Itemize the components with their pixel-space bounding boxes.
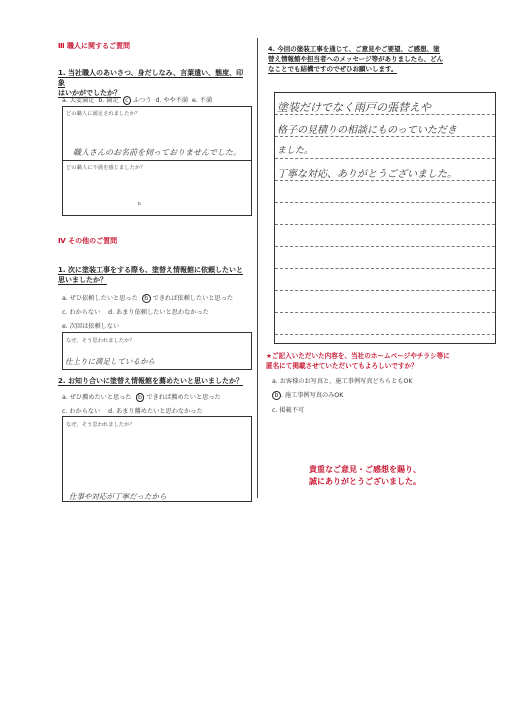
s4-q1-title <box>58 265 253 285</box>
publication-option-b-row <box>272 390 343 400</box>
s4-q1-option-b[interactable]: できれば依頼したいと思った <box>152 295 234 302</box>
s4-q2-option-b-circled[interactable]: b <box>136 393 145 402</box>
s3-q1-option-c[interactable]: ふつう <box>132 97 152 104</box>
publication-option-a-row <box>272 376 412 385</box>
s4-q1-title-line2: 思いましたか？ <box>58 276 107 284</box>
publication-question-line2: 匿名にて掲載させていただいてもよろしいですか？ <box>266 362 418 370</box>
publication-option-c-row <box>272 405 304 414</box>
s3-q1-satisfied-label: どの職人に満足されましたか？ <box>66 111 141 117</box>
s4-q1-options-row2 <box>62 307 209 316</box>
q4-rule <box>275 180 495 181</box>
s4-q1-option-c[interactable]: c. わからない <box>62 309 101 316</box>
publication-question <box>266 351 501 371</box>
q4-rule <box>275 268 495 269</box>
thank-you-line2: 誠にありがとうございました。 <box>309 477 421 486</box>
q4-rule <box>275 224 495 225</box>
s4-q2-options-row2 <box>62 406 203 415</box>
s3-q1-stray-mark: b <box>138 202 141 207</box>
q4-title-line1: 4. 今回の塗装工事を通じて、ご意見やご要望、ご感想、塗 <box>268 45 440 53</box>
s3-q1-title-line2: はいかがでしたか？ <box>58 89 121 97</box>
thank-you-line1: 貴重なご意見・ご感想を賜り、 <box>309 465 421 474</box>
publication-option-a[interactable]: a. お客様のお写真と、施工事例写真どちらともOK <box>272 378 413 385</box>
s4-q1-option-a[interactable]: a. ぜひ依頼したいと思った <box>62 295 138 302</box>
s4-q1-option-e[interactable]: e. 次回は依頼しない <box>62 323 120 330</box>
s4-q1-reason-label: なぜ、そう思われましたか？ <box>66 338 135 344</box>
s4-q2-title <box>58 376 253 386</box>
s4-q2-option-b[interactable]: できれば薦めたいと思った <box>146 394 221 401</box>
q4-answer-box[interactable] <box>274 92 496 344</box>
column-divider <box>257 38 258 498</box>
s3-q1-options <box>62 95 212 105</box>
publication-option-b[interactable]: . 施工事例写真のみOK <box>280 392 344 399</box>
s3-q1-box-separator <box>63 160 251 161</box>
s3-q1-title <box>58 68 248 98</box>
s4-q1-options-row3 <box>62 321 119 330</box>
s3-q1-option-e[interactable]: e. 不満 <box>192 97 213 104</box>
s4-q2-reason-answer: 仕事や対応が丁寧だったから <box>69 492 167 501</box>
q4-answer-line-2: 格子の見積りの相談にものっていただき <box>277 125 457 136</box>
publication-option-c[interactable]: c. 掲載不可 <box>272 407 305 414</box>
section-4-heading: Ⅳ その他のご質問 <box>58 237 118 245</box>
section-3-heading: Ⅲ 職人に関するご質問 <box>58 42 131 50</box>
q4-title-line2: 替え情報館や担当者へのメッセージ等がありましたら、どん <box>268 55 444 63</box>
q4-rule <box>275 246 495 247</box>
s4-q1-option-b-circled[interactable]: b <box>142 294 151 303</box>
q4-rule <box>275 312 495 313</box>
s4-q2-reason-label: なぜ、そう思われましたか？ <box>66 422 135 428</box>
thank-you-message <box>290 464 440 488</box>
s4-q1-reason-box[interactable] <box>62 332 252 370</box>
publication-question-line1: ★ご記入いただいた内容を、当社のホームページやチラシ等に <box>266 352 450 360</box>
publication-option-b-circled[interactable]: b <box>272 391 281 400</box>
s4-q2-options-row1 <box>62 392 221 402</box>
q4-rule <box>275 158 495 159</box>
s4-q2-option-d[interactable]: d. あまり薦めたいと思わなかった <box>108 408 203 415</box>
q4-answer-line-3: ました。 <box>277 146 314 156</box>
q4-rule <box>275 290 495 291</box>
s4-q2-option-a[interactable]: a. ぜひ薦めたいと思った <box>62 394 132 401</box>
s4-q2-option-c[interactable]: c. わからない <box>62 408 101 415</box>
s3-q1-option-a[interactable]: a. 大変満足 <box>62 97 95 104</box>
s4-q1-title-line1: 1. 次に塗装工事をする際も、塗替え情報館に依頼したいと <box>58 266 243 274</box>
s3-q1-comment-box[interactable] <box>62 106 252 216</box>
q4-title <box>268 44 478 74</box>
s4-q2-reason-box[interactable] <box>62 416 252 502</box>
s4-q1-options-row1 <box>62 293 233 303</box>
s3-q1-option-d[interactable]: d. やや不満 <box>155 97 189 104</box>
s4-q2-title-text: 2. お知り合いに塗替え情報館を薦めたいと思いましたか？ <box>58 377 243 385</box>
q4-rule <box>275 334 495 335</box>
s4-q1-reason-answer: 仕上りに満足しているから <box>65 357 155 366</box>
s4-q1-option-d[interactable]: d. あまり依頼したいと思わなかった <box>108 309 209 316</box>
q4-rule <box>275 202 495 203</box>
q4-answer-line-1: 塗装だけでなく雨戸の張替えや <box>277 101 431 114</box>
q4-title-line3: なことでも結構ですのでぜひお願いします。 <box>268 65 398 73</box>
s3-q1-option-b[interactable]: b. 満足 <box>98 97 119 104</box>
s3-q1-title-line1: 1. 当社職人のあいさつ、身だしなみ、言葉遣い、態度、印象 <box>58 69 244 87</box>
q4-answer-line-4: 丁寧な対応、ありがとうございました。 <box>277 169 457 180</box>
s3-q1-satisfied-answer: 職人さんのお名前を伺っておりませんでした。 <box>73 148 241 157</box>
q4-rule <box>275 136 495 137</box>
s3-q1-option-c-circled[interactable]: c <box>123 96 131 105</box>
s3-q1-unsatisfied-label: どの職人に不満を感じましたか？ <box>66 165 146 171</box>
